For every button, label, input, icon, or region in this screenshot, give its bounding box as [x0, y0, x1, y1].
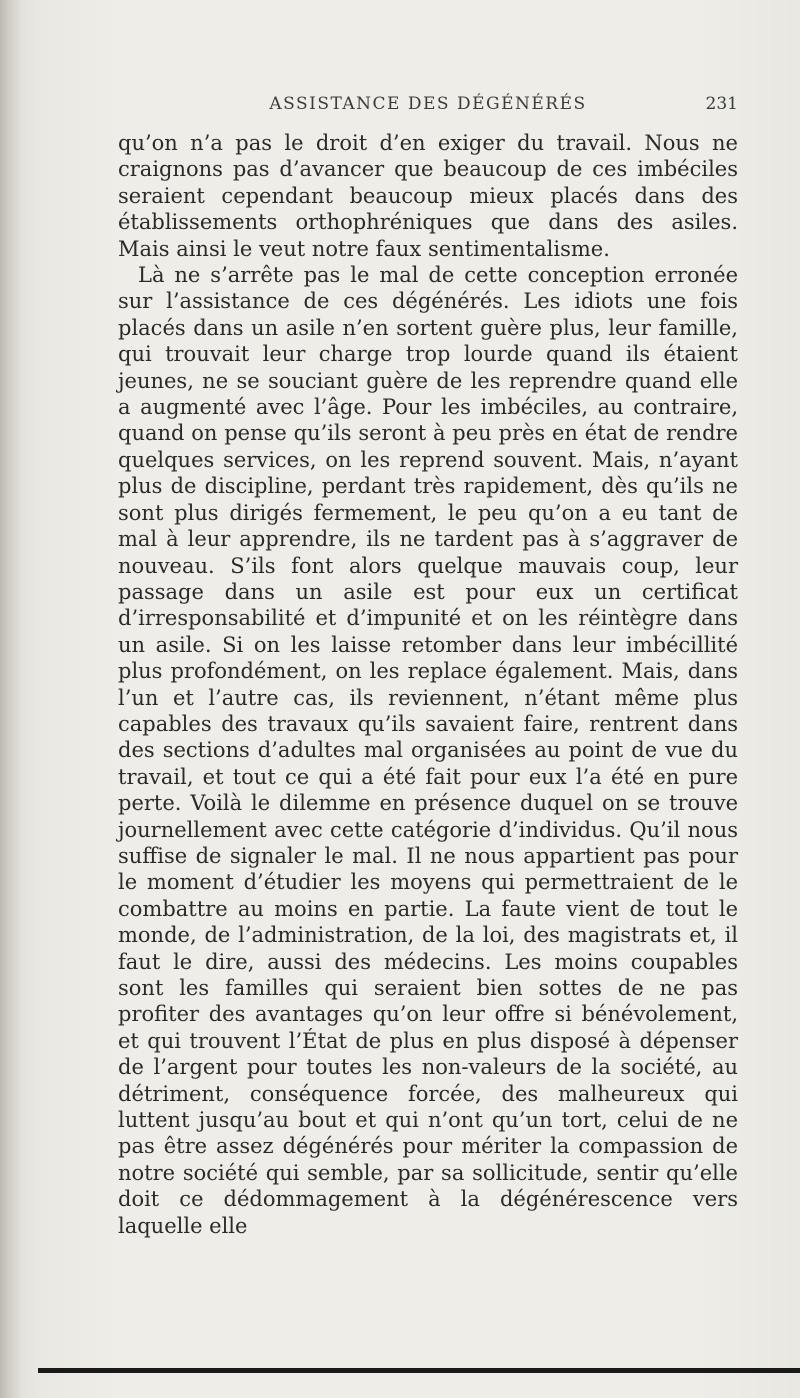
running-title: ASSISTANCE DES DÉGÉNÉRÉS — [269, 94, 587, 114]
paragraph: Là ne s’arrête pas le mal de cette conception erronée sur l’assistance de ces dégénérés. Les idiots une fois placés dans un asile n’en sortent guère plus, leur famille, qui trouvait leur charge trop lourde quand ils étaient jeunes, ne se souciant guère de les reprendre quand elle a augmenté avec l’âge. Pour les imbéciles, au contraire, quand on pense qu’ils seront à peu près en état de rendre quelques services, on les reprend souvent. Mais, n’ayant plus de discipline, perdant très rapidement, dès qu’ils ne sont plus dirigés fermement, le peu qu’on a eu tant de mal à leur apprendre, ils ne tardent pas à s’aggraver de nouveau. S’ils font alors quelque mauvais coup, leur passage dans un asile est pour eux un certificat d’irresponsabilité et d’impunité et on les réintègre dans un asile. Si on les laisse retomber dans leur imbécillité plus profondément, on les replace également. Mais, dans l’un et l’autre cas, ils reviennent, n’étant même plus capables des travaux qu’ils savaient faire, rentrent dans des sections d’adultes mal organisées au point de vue du travail, et tout ce qui a été fait pour eux l’a été en pure perte. Voilà le dilemme en présence duquel on se trouve journellement avec cette catégorie d’individus. Qu’il nous suffise de signaler le mal. Il ne nous appartient pas pour le moment d’étudier les moyens qui permettraient de le combattre au moins en partie. La faute vient de tout le monde, de l’administration, de la loi, des magistrats et, il faut le dire, aussi des médecins. Les moins coupables sont les familles qui seraient bien sottes de ne pas profiter des avantages qu’on leur offre si bénévolement, et qui trouvent l’État de plus en plus disposé à dépenser de l’argent pour toutes les non-valeurs de la société, au détriment, conséquence forcée, des malheureux qui luttent jusqu’au bout et qui n’ont qu’un tort, celui de ne pas être assez dégénérés pour mériter la compassion de notre société qui semble, par sa sollicitude, sentir qu’elle doit ce dédommagement à la dégénérescence vers laquelle elle — [118, 263, 738, 1238]
page-number: 231 — [705, 94, 738, 114]
page-header — [118, 94, 738, 124]
page-gutter-shadow — [0, 0, 22, 1398]
paragraph-continuation: qu’on n’a pas le droit d’en exiger du travail. Nous ne craignons pas d’avancer que beaucoup de ces imbéciles seraient cependant beaucoup mieux placés dans des établissements orthophréniques que dans des asiles. Mais ainsi le veut notre faux sentimentalisme. — [118, 131, 738, 261]
bottom-rule — [38, 1368, 800, 1373]
body-text — [118, 130, 738, 1239]
